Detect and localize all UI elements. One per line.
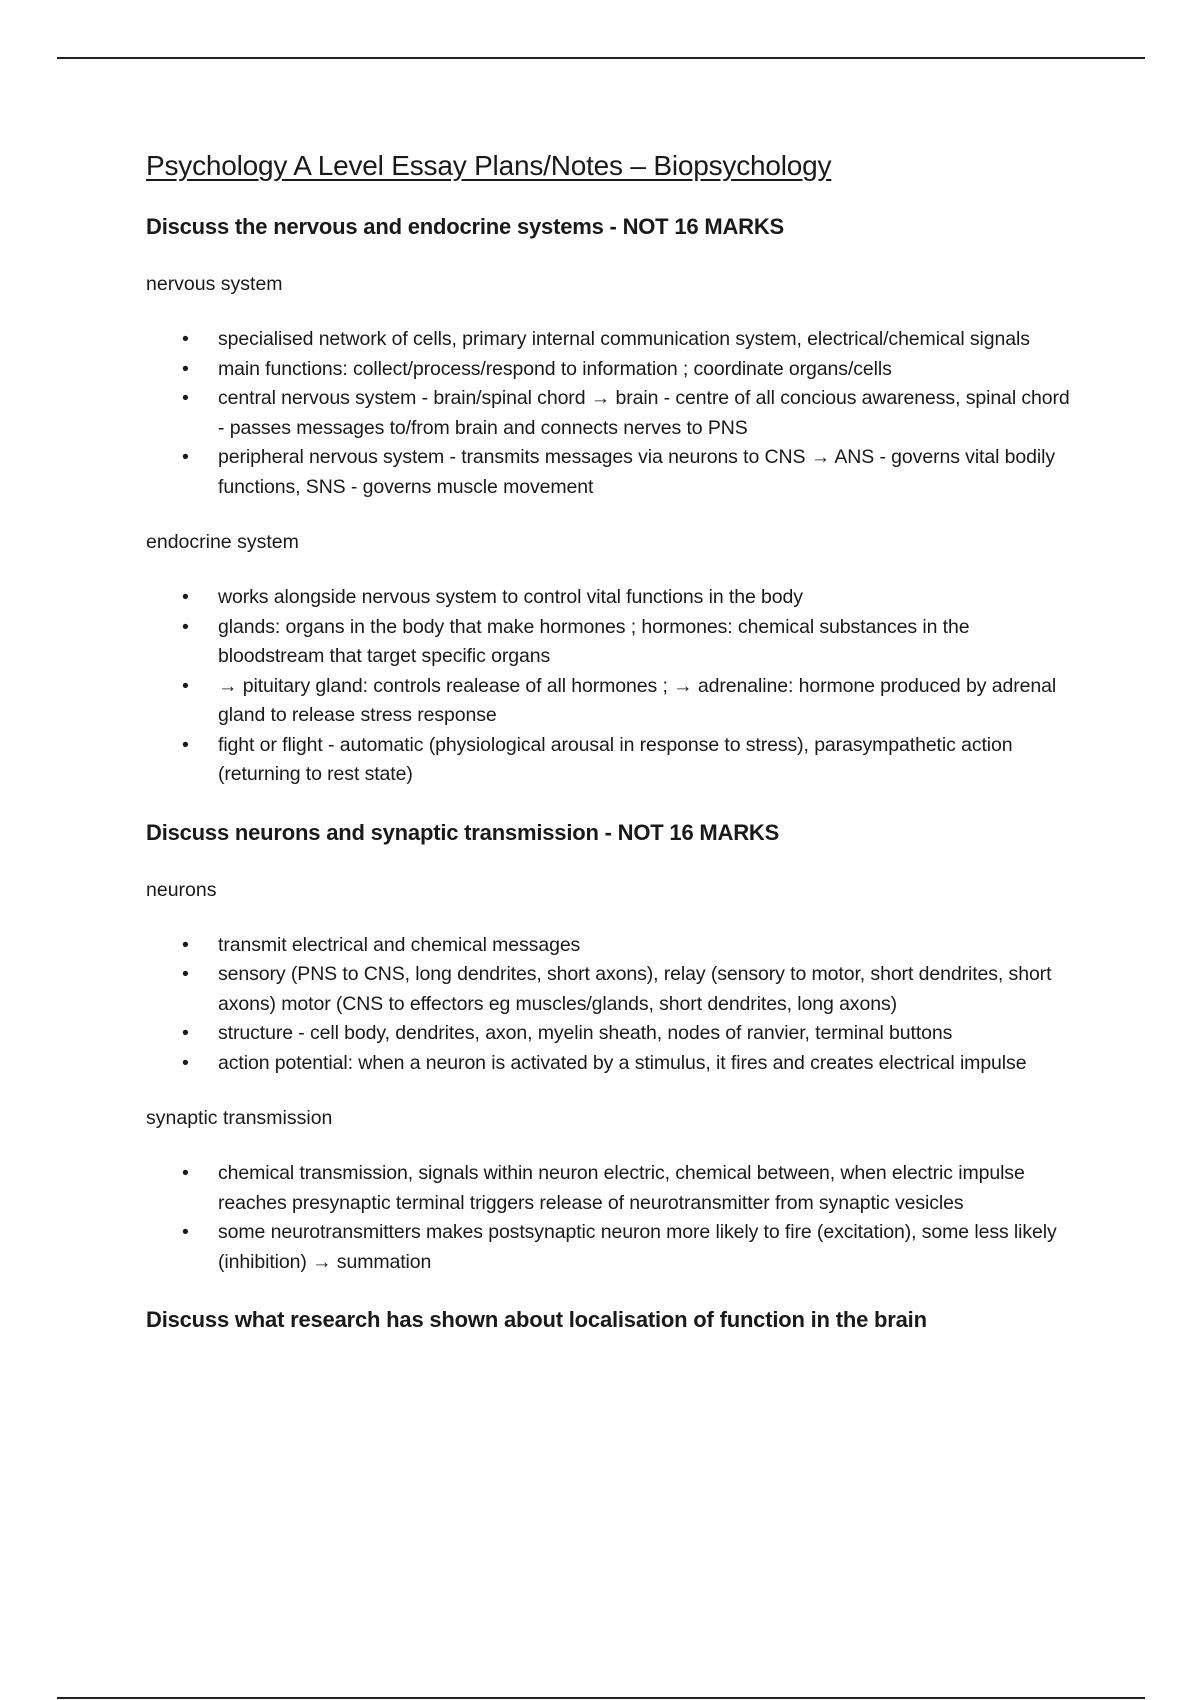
list-item: • fight or flight - automatic (physiological arousal in response to stress), parasympathetic action (returning to rest state) [218, 731, 1076, 790]
list-item: • sensory (PNS to CNS, long dendrites, short axons), relay (sensory to motor, short dendrites, short axons) motor (CNS to effectors eg muscles/glands, short dendrites, long axons) [218, 960, 1076, 1019]
document-title: Psychology A Level Essay Plans/Notes – Biopsychology [146, 150, 832, 181]
bottom-rule [57, 1697, 1145, 1699]
subheading-neurons: neurons [146, 878, 217, 901]
section-heading-localisation: Discuss what research has shown about localisation of function in the brain [146, 1307, 927, 1332]
list-item: • transmit electrical and chemical messages [218, 931, 1076, 961]
section-heading-nervous-endocrine: Discuss the nervous and endocrine systems - NOT 16 MARKS [146, 214, 784, 239]
list-item: • action potential: when a neuron is activated by a stimulus, it fires and creates electrical impulse [218, 1049, 1076, 1079]
list-item: • peripheral nervous system - transmits messages via neurons to CNS → ANS - governs vital bodily functions, SNS - governs muscle movement [218, 443, 1076, 502]
subheading-endocrine-system: endocrine system [146, 531, 299, 553]
list-item: • specialised network of cells, primary internal communication system, electrical/chemical signals [218, 325, 1076, 355]
list-item: • glands: organs in the body that make hormones ; hormones: chemical substances in the bloodstream that target specific organs [218, 613, 1076, 672]
list-item: • → pituitary gland: controls realease of all hormones ; → adrenaline: hormone produced by adrenal gland to release stress response [218, 672, 1076, 731]
section-heading-neurons-synaptic: Discuss neurons and synaptic transmission - NOT 16 MARKS [146, 819, 780, 845]
nervous-system-list [146, 325, 1076, 502]
neurons-list [146, 931, 1076, 1079]
list-item: • some neurotransmitters makes postsynaptic neuron more likely to fire (excitation), some less likely (inhibition) → summation [218, 1218, 1076, 1277]
top-rule [57, 57, 1145, 59]
subheading-nervous-system: nervous system [146, 273, 283, 295]
document-page [146, 148, 1076, 1335]
list-item: • structure - cell body, dendrites, axon, myelin sheath, nodes of ranvier, terminal buttons [218, 1019, 1076, 1049]
list-item: • central nervous system - brain/spinal chord → brain - centre of all concious awareness, spinal chord - passes messages to/from brain and connects nerves to PNS [218, 384, 1076, 443]
subheading-synaptic-transmission: synaptic transmission [146, 1107, 333, 1129]
list-item: • main functions: collect/process/respond to information ; coordinate organs/cells [218, 355, 1076, 385]
endocrine-system-list [146, 583, 1076, 790]
synaptic-transmission-list [146, 1159, 1076, 1277]
list-item: • works alongside nervous system to control vital functions in the body [218, 583, 1076, 613]
list-item: • chemical transmission, signals within neuron electric, chemical between, when electric impulse reaches presynaptic terminal triggers release of neurotransmitter from synaptic vesicles [218, 1159, 1076, 1218]
